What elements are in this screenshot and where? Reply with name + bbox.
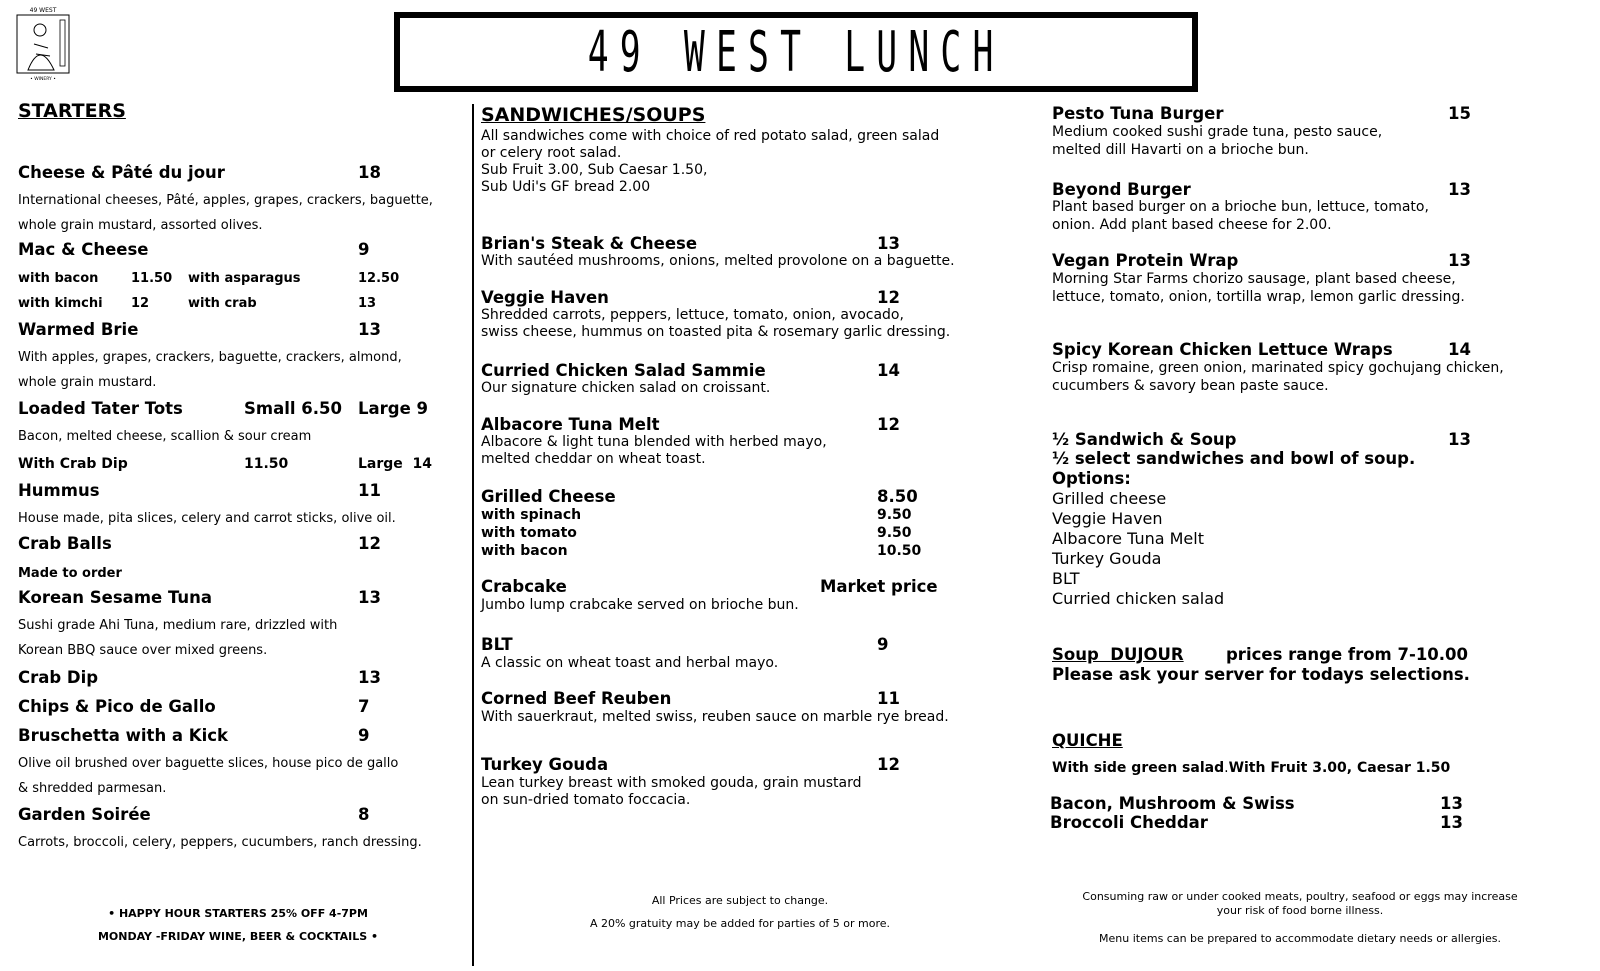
- addon-price: 11.50: [131, 271, 173, 286]
- item-price: Market price: [820, 577, 938, 596]
- item-name: BLT: [481, 635, 513, 654]
- item-price: 12: [877, 415, 900, 434]
- item-name: Bruschetta with a Kick: [18, 726, 229, 745]
- item-name: Hummus: [18, 481, 100, 500]
- addon-price: 12: [131, 296, 150, 311]
- soup-label: Soup DUJOUR: [1052, 645, 1184, 664]
- happy-hour-note: MONDAY -FRIDAY WINE, BEER & COCKTAILS •: [97, 930, 379, 943]
- logo-text: 49 WEST: [29, 7, 57, 14]
- item-price: 12: [877, 755, 900, 774]
- logo-sub: • WINERY •: [30, 77, 56, 82]
- column-divider: [472, 104, 474, 966]
- soup-note: Please ask your server for todays selections.: [1052, 665, 1470, 684]
- item-desc: Lean turkey breast with smoked gouda, grain mustard: [481, 775, 862, 791]
- item-price: 14: [877, 361, 900, 380]
- gratuity-note: A 20% gratuity may be added for parties of 5 or more.: [589, 917, 891, 930]
- item-price-small: Small 6.50: [244, 399, 342, 418]
- item-price: 13: [358, 668, 381, 687]
- menu-title: 49 WEST LUNCH: [587, 19, 1005, 85]
- item-desc: Medium cooked sushi grade tuna, pesto sauce,: [1052, 124, 1383, 140]
- item-name: Spicy Korean Chicken Lettuce Wraps: [1052, 340, 1393, 359]
- quiche-side-dot: .: [1224, 760, 1229, 776]
- item-name: ½ Sandwich & Soup: [1052, 430, 1237, 449]
- option-item: Curried chicken salad: [1052, 589, 1225, 608]
- menu-title-box: [394, 12, 1198, 92]
- item-price-large: Large 9: [358, 399, 429, 418]
- item-price: 13: [358, 588, 381, 607]
- addon-label: with spinach: [481, 507, 582, 523]
- item-desc: Morning Star Farms chorizo sausage, plant based cheese,: [1052, 271, 1456, 287]
- item-desc: melted cheddar on wheat toast.: [481, 451, 706, 467]
- item-price: 8.50: [877, 487, 918, 506]
- item-desc: House made, pita slices, celery and carrot sticks, olive oil.: [18, 511, 396, 526]
- item-price: 13: [1448, 251, 1471, 270]
- addon-price: 9.50: [877, 507, 912, 523]
- dietary-note: Menu items can be prepared to accommodate dietary needs or allergies.: [1099, 932, 1501, 945]
- health-warning: your risk of food borne illness.: [1216, 904, 1384, 917]
- item-price: 7: [358, 697, 370, 716]
- item-desc: Korean BBQ sauce over mixed greens.: [18, 643, 268, 658]
- item-desc: & shredded parmesan.: [18, 781, 167, 796]
- item-price: 9: [358, 726, 370, 745]
- item-desc: Shredded carrots, peppers, lettuce, tomato, onion, avocado,: [481, 307, 904, 323]
- item-desc: cucumbers & savory bean paste sauce.: [1052, 378, 1329, 394]
- item-name: Veggie Haven: [481, 288, 609, 307]
- addon-price: Large 14: [358, 456, 433, 472]
- item-name: Crab Dip: [18, 668, 99, 687]
- addon-label: with bacon: [18, 271, 99, 286]
- item-price: 11: [358, 481, 381, 500]
- item-name: Cheese & Pâté du jour: [18, 163, 225, 182]
- item-desc: With sauerkraut, melted swiss, reuben sauce on marble rye bread.: [481, 709, 949, 725]
- item-desc: Jumbo lump crabcake served on brioche bun.: [481, 597, 799, 613]
- item-desc: Sushi grade Ahi Tuna, medium rare, drizzled with: [18, 618, 338, 633]
- item-desc: whole grain mustard.: [18, 375, 157, 390]
- item-price: 12: [877, 288, 900, 307]
- addon-label: with tomato: [481, 525, 577, 541]
- addon-price: 13: [358, 296, 377, 311]
- item-desc: Albacore & light tuna blended with herbed mayo,: [481, 434, 827, 450]
- item-price: 12: [358, 534, 381, 553]
- item-desc: With sautéed mushrooms, onions, melted provolone on a baguette.: [481, 253, 955, 269]
- item-price: 11: [877, 689, 900, 708]
- item-name: Korean Sesame Tuna: [18, 588, 213, 607]
- quiche-side-text: With side green salad: [1052, 760, 1225, 776]
- item-desc: on sun-dried tomato foccacia.: [481, 792, 691, 808]
- item-desc: Our signature chicken salad on croissant.: [481, 380, 771, 396]
- item-price: 13: [358, 320, 381, 339]
- item-price: 13: [1440, 813, 1463, 832]
- item-name: Grilled Cheese: [481, 487, 616, 506]
- addon-price: 12.50: [358, 271, 400, 286]
- item-name: Crabcake: [481, 577, 567, 596]
- sandwich-intro: or celery root salad.: [481, 145, 622, 161]
- price-note: All Prices are subject to change.: [651, 894, 829, 907]
- item-price: 8: [358, 805, 370, 824]
- item-desc: International cheeses, Pâté, apples, grapes, crackers, baguette,: [18, 193, 433, 208]
- item-note: Made to order: [18, 566, 122, 581]
- health-warning: Consuming raw or under cooked meats, poultry, seafood or eggs may increase: [1082, 890, 1518, 903]
- item-desc: Crisp romaine, green onion, marinated spicy gochujang chicken,: [1052, 360, 1504, 376]
- item-desc: melted dill Havarti on a brioche bun.: [1052, 142, 1309, 158]
- item-name: Corned Beef Reuben: [481, 689, 672, 708]
- item-desc: Bacon, melted cheese, scallion & sour cream: [18, 429, 312, 444]
- starters-heading: STARTERS: [18, 100, 126, 122]
- item-price: 13: [1448, 180, 1471, 199]
- option-item: Veggie Haven: [1052, 509, 1163, 528]
- item-price: 15: [1448, 104, 1471, 123]
- addon-price: 11.50: [244, 456, 289, 472]
- item-price: 13: [1448, 430, 1471, 449]
- item-price: 18: [358, 163, 381, 182]
- option-item: BLT: [1052, 569, 1080, 588]
- happy-hour-note: • HAPPY HOUR STARTERS 25% OFF 4-7PM: [108, 907, 368, 920]
- item-desc: With apples, grapes, crackers, baguette, crackers, almond,: [18, 350, 402, 365]
- quiche-side: [1052, 760, 1450, 776]
- item-name: Brian's Steak & Cheese: [481, 234, 698, 253]
- soup-range: prices range from 7-10.00: [1226, 645, 1469, 664]
- item-name: Turkey Gouda: [481, 755, 609, 774]
- item-price: 13: [1440, 794, 1463, 813]
- sandwich-intro: Sub Udi's GF bread 2.00: [481, 179, 651, 195]
- item-name: Warmed Brie: [18, 320, 139, 339]
- item-name: Chips & Pico de Gallo: [18, 697, 216, 716]
- addon-label: with bacon: [481, 543, 568, 559]
- item-name: Mac & Cheese: [18, 240, 149, 259]
- item-desc: whole grain mustard, assorted olives.: [18, 218, 263, 233]
- item-name: Curried Chicken Salad Sammie: [481, 361, 766, 380]
- item-name: Beyond Burger: [1052, 180, 1191, 199]
- item-desc: onion. Add plant based cheese for 2.00.: [1052, 217, 1332, 233]
- sandwiches-heading: SANDWICHES/SOUPS: [481, 104, 706, 126]
- item-name: Albacore Tuna Melt: [481, 415, 660, 434]
- item-price: 9: [358, 240, 370, 259]
- item-name: Broccoli Cheddar: [1050, 813, 1208, 832]
- item-name: Loaded Tater Tots: [18, 399, 183, 418]
- option-item: Albacore Tuna Melt: [1052, 529, 1204, 548]
- addon-label: With Crab Dip: [18, 456, 128, 472]
- item-desc: lettuce, tomato, onion, tortilla wrap, lemon garlic dressing.: [1052, 289, 1465, 305]
- addon-price: 10.50: [877, 543, 922, 559]
- item-name: Pesto Tuna Burger: [1052, 104, 1224, 123]
- item-desc: Olive oil brushed over baguette slices, house pico de gallo: [18, 756, 399, 771]
- half-options-label: Options:: [1052, 469, 1131, 488]
- quiche-heading: QUICHE: [1052, 731, 1123, 750]
- quiche-side-extra: With Fruit 3.00, Caesar 1.50: [1228, 760, 1451, 776]
- addon-label: with kimchi: [18, 296, 103, 311]
- option-item: Turkey Gouda: [1052, 549, 1162, 568]
- item-desc: Plant based burger on a brioche bun, lettuce, tomato,: [1052, 199, 1429, 215]
- item-desc: A classic on wheat toast and herbal mayo.: [481, 655, 779, 671]
- half-line: ½ select sandwiches and bowl of soup.: [1052, 449, 1416, 468]
- item-name: Bacon, Mushroom & Swiss: [1050, 794, 1295, 813]
- item-price: 9: [877, 635, 889, 654]
- winery-logo: [14, 4, 72, 82]
- item-name: Vegan Protein Wrap: [1052, 251, 1239, 270]
- item-desc: Carrots, broccoli, celery, peppers, cucumbers, ranch dressing.: [18, 835, 422, 850]
- sandwich-intro: All sandwiches come with choice of red potato salad, green salad: [481, 128, 940, 144]
- item-desc: swiss cheese, hummus on toasted pita & rosemary garlic dressing.: [481, 324, 951, 340]
- sandwich-intro: Sub Fruit 3.00, Sub Caesar 1.50,: [481, 162, 708, 178]
- addon-price: 9.50: [877, 525, 912, 541]
- item-name: Garden Soirée: [18, 805, 151, 824]
- item-name: Crab Balls: [18, 534, 112, 553]
- addon-label: with crab: [188, 296, 257, 311]
- item-price: 13: [877, 234, 900, 253]
- addon-label: with asparagus: [188, 271, 301, 286]
- item-price: 14: [1448, 340, 1471, 359]
- option-item: Grilled cheese: [1052, 489, 1167, 508]
